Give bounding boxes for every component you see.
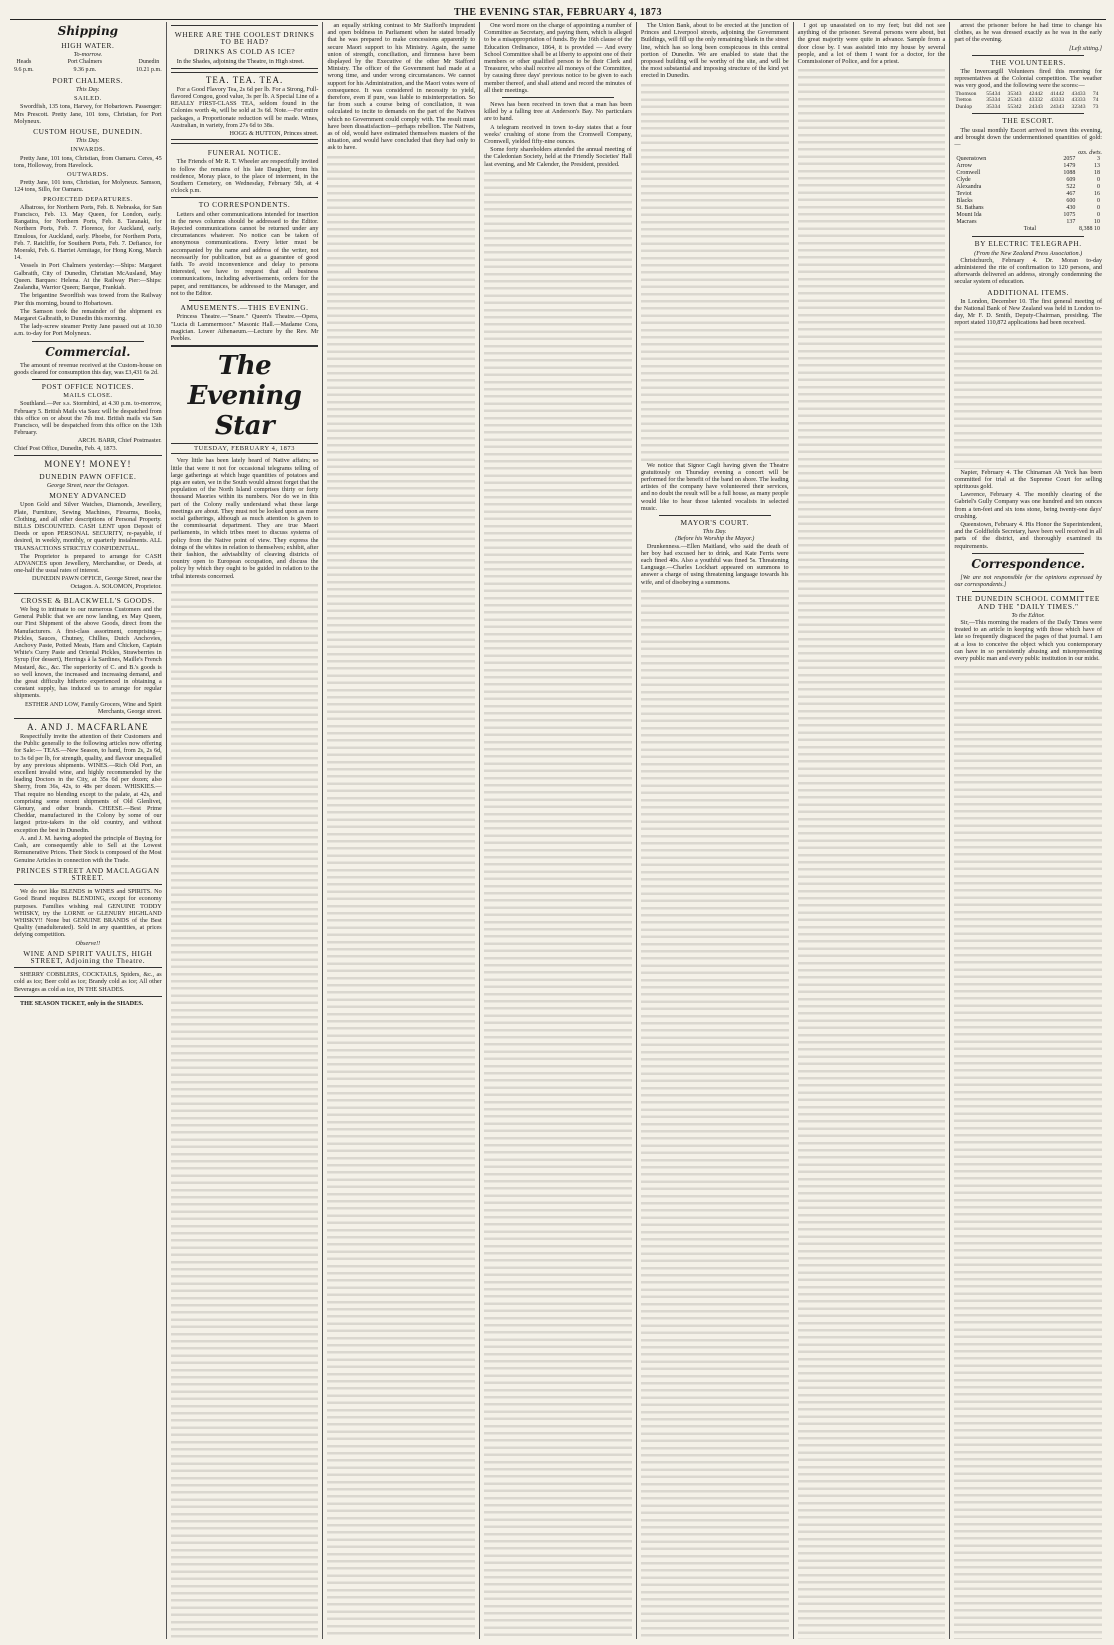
column-1 bbox=[10, 22, 167, 1639]
table-row: Blacks 600 0 bbox=[956, 198, 1101, 205]
amusements-text: Princess Theatre.—"Snare." Queen's Theatre.—Opera, "Lucia di Lammermoor." Masonic Hall.—Madame Cora, magician. Lower Athenaeum.—Lecture by the Rev. Mr Peebles. bbox=[170, 313, 319, 342]
table-row: Queenstown 2057 3 bbox=[956, 156, 1101, 163]
column-6 bbox=[794, 22, 951, 1639]
telegram-text: A telegram received in town to-day states that a four weeks' crushing of stone from the Cromwell Company, Cromwell, yielded fifty-nine ounces. bbox=[484, 123, 632, 146]
inwards-text: Pretty Jane, 101 tons, Christian, from Oamaru. Ceres, 45 tons, Holloway, from Havelock. bbox=[14, 154, 162, 169]
coolest-heading: WHERE ARE THE COOLEST DRINKS TO BE HAD? bbox=[174, 30, 315, 47]
pawn-subheading: George Street, near the Octagon. bbox=[46, 481, 129, 489]
divider bbox=[972, 553, 1084, 554]
napier-text: Napier, February 4. The Chinaman Ah Yeck has been committed for trial at the Supreme Court for selling spirituous gold. bbox=[954, 468, 1103, 491]
letter-salutation: To the Editor. bbox=[1011, 611, 1045, 619]
divider bbox=[972, 113, 1084, 114]
post-text: Southland.—Per s.s. Stormbird, at 4.30 p.m. to-morrow, February 5. British Mails via Suez will be despatched from this office on or about the 7th inst. British mails via San Francisco, will be despatched from this office on the 13th February. bbox=[14, 400, 162, 437]
mails-close-label: MAILS CLOSE. bbox=[63, 392, 113, 400]
table-row: Thomson 55434 35343 42442 41442 43433 74 bbox=[955, 90, 1099, 97]
coolest-drinks-ad bbox=[171, 25, 319, 69]
column-5 bbox=[637, 22, 794, 1639]
court-text: Drunkenness.—Ellen Maitland, who said the death of her boy had excused her to drink, and Kate Ferris were each fined 40s. Also a youthful was fined 5s. Threatening Language.—Charles Lockhart appeared on summons to answer a charge of using threatening language towards his wife, and of disobeying a summons. bbox=[640, 542, 789, 586]
telegraph-subheading: (From the New Zealand Press Association.) bbox=[974, 249, 1083, 257]
lawrence-text: Lawrence, February 4. The monthly clearing of the Gabriel's Gully Company was one hundred and ten ounces from a ten-feet and six tons stone, being twenty-one days' crushing. bbox=[954, 491, 1103, 520]
coolest-text: In the Shades, adjoining the Theatre, in High street. bbox=[176, 57, 305, 65]
steamer-text: The lady-screw steamer Pretty Jane passed out at 10.30 a.m. to-day for Port Molyneux. bbox=[14, 323, 162, 338]
meeting-text: Some forty shareholders attended the annual meeting of the Caledonian Society, held at the Friendly Societies' Hall last evening, and Mr Calender, the President, presided. bbox=[484, 146, 632, 168]
inwards-label: INWARDS. bbox=[70, 146, 106, 154]
post-signature: ARCH. BARR, Chief Postmaster. bbox=[77, 437, 162, 445]
column-7 bbox=[950, 22, 1106, 1639]
divider bbox=[171, 345, 319, 347]
macfarlane-note: A. and J. M. having adopted the principle of Buying for Cash, are consequently able to Sell at the Lowest Remunerative Prices. Their Stock is composed of the Most Genuine Articles in connection with the Trade. bbox=[14, 834, 162, 864]
article-continuation bbox=[641, 82, 789, 462]
sailed-text: Swordfish, 135 tons, Harvey, for Hobartown. Passenger: Mrs Prescott. Pretty Jane, 101 tons, Christian, for Port Molyneux. bbox=[14, 103, 162, 125]
table-row: Teviot 467 16 bbox=[956, 191, 1101, 198]
correspondence-note: [We are not responsible for the opinions expressed by our correspondents.] bbox=[954, 573, 1103, 589]
projected-text: Albatross, for Northern Ports, Feb. 8. Nebraska, for San Francisco, Feb. 13. May Queen, for London, early. Rangatira, for Northern Ports, Feb. 8. Taranaki, for Northern Ports, Feb. 7. Florence, for Auckland, early. Emulous, for Auckland, early. Phoebe, for Northern Ports, Feb. 7. Ratcliffe, for Southern Ports, Feb. 7. Defiance, for Moeraki, Feb. 6. Harriet Armitage, for Hong Kong, March 14. bbox=[14, 203, 162, 262]
divider bbox=[14, 593, 162, 594]
divider bbox=[32, 341, 144, 342]
article-continuation bbox=[954, 329, 1102, 469]
commercial-text: The amount of revenue received at the Custom-house on goods cleared for consumption this day, was £3,431 6s 2d. bbox=[14, 361, 162, 376]
this-day-label: This Day. bbox=[75, 86, 100, 94]
article-continuation bbox=[641, 588, 789, 1639]
table-row: Arrow 1479 13 bbox=[956, 163, 1101, 170]
volunteers-heading: THE VOLUNTEERS. bbox=[990, 57, 1066, 67]
article-text: an equally striking contrast to Mr Stafford's imprudent and open boldness in Parliament when he stated broadly that he was prepared to make concessions apparently to secure Maori support to his Ministry. Again, the same union of strength, conciliation, and firmness have been displayed by the Executive of the other Mr Stafford Ministry. The officer of the Government had made at a wrong time, and under wrong circumstances. We cannot support for his Administration, and the Maori votes were of consequence. It was considered in necessity to yield, therefore, even if pure, was liable to misinterpretation. So far from such a course being of conciliation, it was calculated to incite to demands on the part of the Natives which no Government could comply with. The result must have been dissatisfaction—perhaps rebellion. The Natives, as of old, would have estimated themselves masters of the situation, and would have concluded that they had only to ask to have. bbox=[327, 22, 476, 152]
tea-text: For a Good Flavory Tea, 2s 6d per lb. For a Strong, Full-flavored Congou, good value, 3s per lb. A Special Line of a REALLY FIRST-CLASS TEA, seldom found in the Colonies worth 4s, will be sold at 3s 6d. Note.—For entire packages, a Proportionate reduction will be made. Wines, Australian, in variety, from 27s 6d to 38s. bbox=[170, 85, 319, 129]
commercial-heading: Commercial. bbox=[45, 344, 131, 359]
macfarlane-heading: A. AND J. MACFARLANE bbox=[27, 722, 149, 733]
divider bbox=[189, 300, 301, 301]
post-date: Chief Post Office, Dunedin, Feb. 4, 1873. bbox=[14, 444, 118, 452]
wine-vaults-heading: WINE AND SPIRIT VAULTS, HIGH STREET, Adjoining the Theatre. bbox=[23, 948, 153, 965]
volunteers-text: The Invercargill Volunteers fired this morning for representatives at the Colonial competition. The weather was very good, and the following were the scores:— bbox=[954, 68, 1103, 90]
escort-text: The usual monthly Escort arrived in town this evening, and brought down the undermentioned quantities of gold:— bbox=[954, 126, 1103, 149]
arrest-text: arrest the prisoner before he had time to change his clothes, as he was dressed exactly as he was in the early part of the evening. bbox=[954, 22, 1103, 44]
observe-label: Observe!! bbox=[75, 939, 101, 947]
season-ticket-text: THE SEASON TICKET, only in the SHADES. bbox=[20, 999, 144, 1007]
table-row: Cromwell 1088 18 bbox=[956, 170, 1101, 177]
divider bbox=[14, 455, 162, 456]
leader-text: Very little has been lately heard of Native affairs; so little that were it not for occasional telegrams telling of large gatherings at which huge quantities of potatoes and pigs are eaten, we in the South would almost forget that the population of the North Island comprises thirty or forty thousand Maories within its numbers. Nor do we in this part of the Colony really understand what these large meetings are about. They must not be looked upon as mere social gatherings, although as much attention is given to the commissariat department. They are true Maori parliaments, in which tribes meet to discuss systems of policy from the Native point of view. They express the doings of the whites in relation to themselves; exhibit, after their fashion, the advisability of cleaving districts of country open to European occupation, and discuss the policy by which they ought to be guided in relation to the tribal interests concerned. bbox=[170, 457, 319, 580]
news-text: News has been received in town that a man has been killed by a falling tree at Anderson's Bay. No particulars are to hand. bbox=[484, 101, 632, 123]
escort-heading: THE ESCORT. bbox=[1002, 116, 1055, 126]
pawn-signature: DUNEDIN PAWN OFFICE, George Street, near the Octagon. A. SOLOMON, Proprietor. bbox=[31, 575, 162, 590]
court-subheading: (Before his Worship the Mayor.) bbox=[675, 535, 755, 543]
table-row: Dunlop 35334 55342 24343 24343 32343 73 bbox=[955, 103, 1099, 110]
telegraph-heading: BY ELECTRIC TELEGRAPH. bbox=[974, 239, 1082, 249]
funeral-text: The Friends of Mr R. T. Wheeler are respectfully invited to follow the remains of his late Daughter, from his residence, Moray place, to the place of interment, in the Southern Cemetery, on Wednesday, February 5th, at 4 o'clock p.m. bbox=[170, 158, 319, 195]
crosse-heading: CROSSE & BLACKWELL'S GOODS. bbox=[20, 595, 155, 605]
escort-table bbox=[954, 156, 1102, 233]
additional-heading: ADDITIONAL ITEMS. bbox=[987, 287, 1070, 297]
column-4 bbox=[480, 22, 637, 1639]
arrest-signature: [Left sitting.] bbox=[1069, 44, 1103, 52]
evidence-text: I got up unassisted on to my feet; but did not see anything of the prisoner. Several persons were about, but the great majority were quite in advance. Sample from a door close by. I was assisted into my house by several people, and a lot of them I want for a doctor, for the Commissioner of Police, and for a priest. bbox=[797, 22, 946, 66]
tide-heads: Heads 9.6 p.m. bbox=[14, 59, 34, 73]
customs-this-day: This Day. bbox=[75, 137, 100, 145]
customs-heading: CUSTOM HOUSE, DUNEDIN. bbox=[33, 127, 143, 137]
article-continuation bbox=[954, 664, 1102, 1639]
union-bank-text: The Union Bank, about to be erected at the junction of Princes and Liverpool streets, adjoining the Government Buildings, will fill up the only remaining blank in the street line, which has so long been conspicuous in this central portion of Dunedin. We are enabled to state that the proposed building will be worthy of the site, and will be the most substantial and imposing structure of the kind yet erected in Dunedin. bbox=[640, 22, 789, 80]
post-heading: POST OFFICE NOTICES. bbox=[41, 381, 134, 391]
samson-text: The Samson took the remainder of the shipment ex Margaret Galbraith, to Dunedin this morning. bbox=[14, 307, 162, 322]
article-continuation bbox=[798, 67, 946, 1639]
scores-table bbox=[954, 91, 1102, 111]
table-row: Clyde 609 0 bbox=[956, 177, 1101, 184]
high-water-heading: HIGH WATER. bbox=[61, 41, 115, 50]
tea-heading: TEA. TEA. TEA. bbox=[205, 74, 284, 85]
brig-text: The brigantine Swordfish was towed from the Railway Pier this morning, bound to Hobartown. bbox=[14, 292, 162, 307]
macfarlane-text: Respectfully invite the attention of their Customers and the Public generally to the following articles now offering for Sale:— TEAS.—New Season, to hand, from 2s, 2s 6d, to 3s 6d per lb, for strength, quality, and flavour unequalled by any previous shipments. WINES.—Rich Old Port, an excellent invalid wine, and highly recommended by the leading Doctors in the City, at 35s 6d per dozen; also Sherry, from 36s, 42s, to 48s per dozen. WHISKIES.—That require no blending except to the palate, at 42s, and comprising some recent shipments of Old Glenlivet, Glenury, and other brands. CHEESE.—Best Prime Cheddar, manufactured in the Colony by some of our largest prize-takers in the old country, and without exception the best in Dunedin. bbox=[14, 733, 162, 834]
amusements-heading: AMUSEMENTS.—THIS EVENING. bbox=[180, 303, 309, 313]
tea-ad bbox=[171, 72, 319, 140]
escort-total-row: Total 8,388 10 bbox=[1023, 226, 1101, 233]
to-morrow-label: To-morrow. bbox=[73, 51, 103, 59]
funeral-heading: FUNERAL NOTICE. bbox=[207, 148, 282, 158]
pawn-heading: DUNEDIN PAWN OFFICE. bbox=[39, 471, 137, 481]
dateline: TUESDAY, FEBRUARY 4, 1873 bbox=[171, 443, 319, 454]
christchurch-text: Christchurch, February 4. Dr. Moran to-day administered the rite of confirmation to 120 persons, and afterwards delivered an address, strongly condemning the secular system of education. bbox=[954, 256, 1103, 286]
divider bbox=[972, 55, 1084, 56]
correspondents-text: Letters and other communications intended for insertion in the news columns should be addressed to the Editor. Rejected communications cannot be returned under any circumstances whatever. No notice can be taken of anonymous communications. Every letter must be accompanied by the name and address of the writer, not necessarily for publication, but as a guarantee of good faith. To avoid inconvenience and delay to persons interested, we have to request that all business communications, including advertisements, orders for the paper, and remittances, be addressed to the Manager, and not to the Editor. bbox=[170, 210, 319, 297]
divider bbox=[14, 996, 162, 997]
outwards-label: OUTWARDS. bbox=[67, 171, 109, 179]
divider bbox=[14, 884, 162, 885]
blend-text: We do not like BLENDS in WINES and SPIRITS. No Good Brand requires BLENDING, except for economy purposes. Families wishing real GENUINE TODDY WHISKY, try the LORNE or GLENURY HIGHLAND WHISKY!! None but GENUINE BRANDS of the Best Quality (unadulterated). Sold in any quantities, at prices defying competition. bbox=[14, 888, 162, 939]
sailed-label: SAILED. bbox=[73, 95, 102, 103]
princes-street-heading: PRINCES STREET AND MACLAGGAN STREET. bbox=[16, 865, 160, 882]
correspondence-heading: Correspondence. bbox=[971, 556, 1085, 571]
proprietor-text: The Proprietor is prepared to arrange for CASH ADVANCES upon Jewellery, Merchandise, or Deeds, at one-half the usual rates of interest. bbox=[14, 552, 162, 575]
divider bbox=[972, 591, 1084, 592]
newspaper-nameplate: The Evening Star bbox=[187, 351, 302, 442]
tide-table bbox=[14, 59, 162, 73]
money-advanced: MONEY ADVANCED bbox=[49, 491, 127, 501]
vessels-text: Vessels in Port Chalmers yesterday:—Ships: Margaret Galbraith, City of Dunedin, Christian McAusland, May Queen. Barques: Helena. At the Railway Pier:—Ships: Zealandia, Warrior Queen; Barque, Frankiah. bbox=[14, 262, 162, 292]
port-heading: PORT CHALMERS. bbox=[52, 75, 124, 85]
table-row: St. Bathans 430 0 bbox=[956, 205, 1101, 212]
divider bbox=[14, 718, 162, 719]
table-row: Macraes 137 10 bbox=[956, 219, 1101, 226]
letter-text: Sir,—This morning the readers of the Daily Times were treated to an article in keeping with those which have of late so frequently disgraced the pages of that journal. I am at a loss to conceive the object which you contemporary can have in so persistently abusing and misrepresenting every public man and every public institution in our midst. bbox=[954, 618, 1103, 662]
divider bbox=[32, 379, 144, 380]
pawn-text: Upon Gold and Silver Watches, Diamonds, Jewellery, Plate, Furniture, Sewing Machines, Firearms, Books, Clothing, and all other descriptions of Personal Property. BILLS DISCOUNTED. CASH LENT upon Deposit of Deeds or upon PERSONAL SECURITY, re-payable, if desired, in weekly, monthly, or quarterly instalments. ALL TRANSACTIONS STRICTLY CONFIDENTIAL. bbox=[14, 501, 162, 552]
table-row: Tretton 35334 25343 43332 43333 43333 74 bbox=[955, 97, 1099, 104]
article-continuation bbox=[171, 582, 319, 1639]
projected-heading: PROJECTED DEPARTURES. bbox=[43, 195, 133, 203]
article-continuation bbox=[327, 154, 475, 1639]
page-masthead: THE EVENING STAR, FEBRUARY 4, 1873 bbox=[10, 6, 1106, 20]
divider bbox=[972, 236, 1084, 237]
letter-heading: THE DUNEDIN SCHOOL COMMITTEE AND THE "DAILY TIMES." bbox=[956, 594, 1100, 611]
correspondents-heading: TO CORRESPONDENTS. bbox=[198, 200, 291, 210]
court-heading: MAYOR'S COURT. bbox=[680, 518, 749, 528]
columns bbox=[10, 22, 1106, 1639]
divider bbox=[659, 515, 771, 516]
crosse-text: We beg to intimate to our numerous Customers and the General Public that we are now landing, ex May Queen, our First Shipment of the above Goods, direct from the Manufacturers. A first-class assortment, comprising—Pickles, Sauces, Chutney, Chillies, Dutch Anchovies, Anchovy Paste, Potted Meats, Ham and Chicken, Captain White's Curry Paste and Oriental Pickles, Strawberries in Syrup (for dessert), Herrings à la Sardines, Maille's French Mustard, &c., &c. The superiority of C. and B.'s goods is so well known, the increased and increasing demand, and the great difficulty hitherto experienced in obtaining a constant supply, has induced us to arrange for regular shipments. bbox=[14, 606, 162, 700]
divider bbox=[502, 97, 614, 98]
court-date: This Day. bbox=[702, 528, 727, 536]
escort-unit: ozs. dwts. bbox=[1078, 149, 1103, 157]
funeral-notice bbox=[171, 143, 319, 198]
table-row: Mount Ida 1075 0 bbox=[956, 212, 1101, 219]
sherry-text: SHERRY COBBLERS, COCKTAILS, Spiders, &c., as cold as ice; Beer cold as ice; Brandy cold as ice; All other Beverages as cold as ice, IN THE SHADES. bbox=[14, 971, 162, 993]
column-3 bbox=[323, 22, 480, 1639]
crosse-signature: ESTHER AND LOW, Family Grocers, Wine and Spirit Merchants, George street. bbox=[24, 700, 162, 715]
column-2 bbox=[167, 22, 324, 1639]
tide-port-chalmers: Port Chalmers 9.36 p.m. bbox=[67, 59, 103, 73]
queenstown-text: Queenstown, February 4. His Honor the Superintendent, and the Goldfields Secretary, have been well received in all parts of the district, and thoroughly examined its requirements. bbox=[954, 521, 1103, 550]
education-text: One word more on the charge of appointing a number of Committee as Secretary, and paying them, which is alleged to be a misappropriation of funds. By the 16th clause of the Education Ordinance, 1864, it is provided — And every School Committee shall be at liberty to appoint one of their members or other qualified person to be their Clerk and Treasurer, who shall receive all moneys of the Committee, by causing three days' previous notice to be given to each member thereof, and shall attend and record the minutes of all their meetings. bbox=[484, 22, 632, 94]
outwards-text: Pretty Jane, 101 tons, Christian, for Molyneux. Samson, 124 tons, Sillo, for Oamaru. bbox=[14, 179, 162, 194]
money-heading: MONEY! MONEY! bbox=[44, 458, 132, 469]
shipping-heading: Shipping bbox=[57, 24, 119, 38]
divider bbox=[14, 967, 162, 968]
additional-text: In London, December 10. The first general meeting of the National Bank of New Zealand was held in London to-day, Mr F. D. Smith, Deputy-Chairman, presiding. The report stated 110,872 applications had been received. bbox=[954, 297, 1103, 327]
tea-signature: HOGG & HUTTON, Princes street. bbox=[229, 130, 319, 138]
coolest-subheading: DRINKS AS COLD AS ICE? bbox=[193, 47, 296, 57]
article-continuation bbox=[484, 170, 632, 1639]
cagli-text: We notice that Signor Cagli having given the Theatre gratuitously on Thursday evening a concert will be performed for the benefit of the band on shore. The leading artistes of the company have volunteered their services, and no doubt the result will be a full house, as many people would like to hear those talented vocalists in selected music. bbox=[640, 461, 789, 512]
tide-dunedin: Dunedin 10.21 p.m. bbox=[136, 59, 162, 73]
table-row: Alexandra 522 0 bbox=[956, 184, 1101, 191]
